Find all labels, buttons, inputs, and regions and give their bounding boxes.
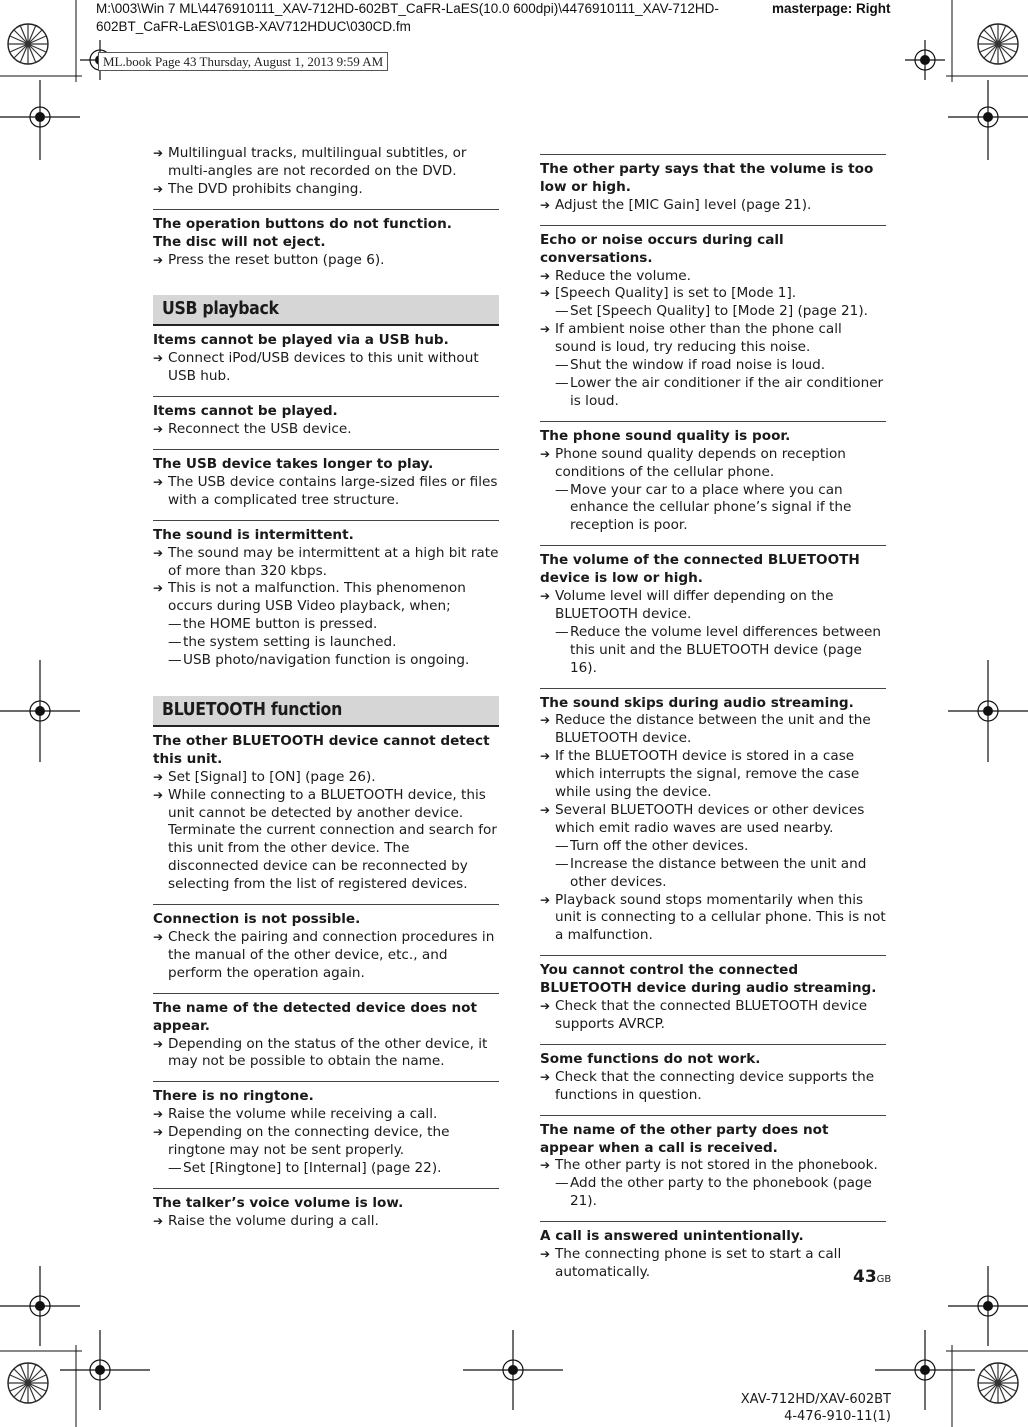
trouble-block bbox=[153, 396, 499, 449]
arrow-icon: ➔ bbox=[153, 1213, 164, 1228]
sub-item: — Shut the window if road noise is loud. bbox=[555, 357, 826, 374]
trouble-block bbox=[153, 449, 499, 520]
arrow-icon: ➔ bbox=[153, 769, 164, 784]
list-item: ➔ If ambient noise other than the phone call sound is loud, try reducing this noise. bbox=[540, 321, 842, 356]
list-item: ➔ The other party is not stored in the phonebook. bbox=[540, 1157, 878, 1174]
problem-heading: The disc will not eject. bbox=[153, 233, 326, 250]
dash-icon: — bbox=[555, 1175, 569, 1192]
dash-icon: — bbox=[555, 303, 569, 320]
arrow-icon: ➔ bbox=[153, 146, 164, 160]
trouble-block bbox=[540, 1044, 886, 1115]
section-title-bluetooth: BLUETOOTH function bbox=[153, 696, 499, 727]
sub-item: — Move your car to a place where you can enhance the cellular phone’s signal if the reception is poor. bbox=[555, 481, 852, 534]
trouble-block bbox=[153, 993, 499, 1082]
problem-heading: The USB device takes longer to play. bbox=[153, 455, 434, 472]
problem-heading: The name of the detected device does not appear. bbox=[153, 999, 477, 1034]
list-item: ➔ Raise the volume during a call. bbox=[153, 1212, 379, 1229]
book-info-line: ML.book Page 43 Thursday, August 1, 2013 9:59 AM bbox=[98, 52, 388, 71]
arrow-icon: ➔ bbox=[153, 351, 164, 366]
list-item: ➔ Check the pairing and connection procedures in the manual of the other device, etc., and perform the operation again. bbox=[153, 929, 495, 981]
dash-icon: — bbox=[168, 616, 182, 633]
list-item: ➔ Check that the connecting device supports the functions in question. bbox=[540, 1068, 875, 1103]
trouble-block bbox=[153, 1188, 499, 1241]
trouble-block bbox=[540, 1221, 886, 1292]
problem-heading: Connection is not possible. bbox=[153, 911, 361, 928]
file-path-header: M:\003\Win 7 ML\4476910111_XAV-712HD-602BT_CaFR-LaES(10.0 600dpi)\4476910111_XAV-712HD-602BT_CaFR-LaES\01GB-XAV712HDUC\030CD.fm bbox=[96, 1, 719, 34]
list-item: ➔ Several BLUETOOTH devices or other devices which emit radio waves are used nearby. bbox=[540, 802, 865, 836]
trouble-block bbox=[153, 520, 499, 680]
list-item: ➔ Phone sound quality depends on reception conditions of the cellular phone. bbox=[540, 445, 846, 480]
dash-icon: — bbox=[555, 855, 569, 872]
problem-heading: You cannot control the connected BLUETOOTH device during audio streaming. bbox=[540, 962, 877, 997]
arrow-icon: ➔ bbox=[153, 787, 164, 802]
dash-icon: — bbox=[555, 481, 569, 498]
arrow-icon: ➔ bbox=[153, 252, 164, 267]
problem-heading: The operation buttons do not function. bbox=[153, 215, 452, 232]
arrow-icon: ➔ bbox=[540, 197, 551, 212]
problem-heading: The name of the other party does not appear when a call is received. bbox=[540, 1121, 829, 1156]
arrow-icon: ➔ bbox=[540, 322, 551, 337]
model-number: XAV-712HD/XAV-602BT bbox=[740, 1392, 891, 1407]
sub-item: — the system setting is launched. bbox=[168, 634, 397, 651]
arrow-icon: ➔ bbox=[540, 1247, 551, 1262]
arrow-icon: ➔ bbox=[153, 181, 164, 196]
footer bbox=[741, 1391, 891, 1425]
list-item: ➔ [Speech Quality] is set to [Mode 1]. bbox=[540, 285, 797, 302]
list-item: ➔ While connecting to a BLUETOOTH device, this unit cannot be detected by another device. Terminate the current connection and search for this unit from the other device. The disconnected device can be reconnected by selecting from the list of registered devices. bbox=[153, 786, 497, 893]
list-item: ➔ Reduce the distance between the unit and the BLUETOOTH device. bbox=[540, 712, 871, 747]
left-column bbox=[153, 145, 499, 1241]
sub-item: — Reduce the volume level differences between this unit and the BLUETOOTH device (page 16). bbox=[555, 623, 881, 676]
masterpage-label: masterpage: Right bbox=[772, 1, 891, 16]
problem-heading: The sound skips during audio streaming. bbox=[540, 694, 854, 711]
arrow-icon: ➔ bbox=[153, 1036, 164, 1051]
problem-heading: The volume of the connected BLUETOOTH device is low or high. bbox=[540, 552, 860, 587]
trouble-block bbox=[540, 1115, 886, 1222]
trouble-block bbox=[153, 727, 499, 904]
problem-heading: There is no ringtone. bbox=[153, 1088, 314, 1105]
arrow-icon: ➔ bbox=[540, 749, 551, 764]
arrow-icon: ➔ bbox=[540, 268, 551, 283]
problem-heading: A call is answered unintentionally. bbox=[540, 1228, 804, 1245]
arrow-icon: ➔ bbox=[153, 1107, 164, 1122]
list-item: ➔ Check that the connected BLUETOOTH device supports AVRCP. bbox=[540, 998, 868, 1032]
arrow-icon: ➔ bbox=[153, 545, 164, 560]
arrow-icon: ➔ bbox=[540, 446, 551, 461]
trouble-block bbox=[540, 955, 886, 1044]
dash-icon: — bbox=[555, 374, 569, 391]
list-item: ➔ Raise the volume while receiving a call. bbox=[153, 1106, 438, 1123]
sub-item: — Lower the air conditioner if the air conditioner is loud. bbox=[555, 374, 884, 409]
trouble-block bbox=[153, 904, 499, 993]
sub-item: — Add the other party to the phonebook (page 21). bbox=[555, 1175, 872, 1210]
problem-heading: The phone sound quality is poor. bbox=[540, 427, 791, 444]
list-item: ➔ The connecting phone is set to start a call automatically. bbox=[540, 1246, 842, 1280]
list-item: ➔ Connect iPod/USB devices to this unit without USB hub. bbox=[153, 350, 479, 385]
sub-item: — Set [Speech Quality] to [Mode 2] (page 21). bbox=[555, 303, 868, 320]
trouble-block bbox=[540, 421, 886, 545]
arrow-icon: ➔ bbox=[540, 892, 551, 907]
sub-item: — Increase the distance between the unit and other devices. bbox=[555, 855, 867, 890]
arrow-icon: ➔ bbox=[540, 713, 551, 728]
trouble-block bbox=[540, 545, 886, 687]
list-item: ➔ Volume level will differ depending on the BLUETOOTH device. bbox=[540, 588, 834, 622]
arrow-icon: ➔ bbox=[540, 1069, 551, 1084]
list-item: ➔ Set [Signal] to [ON] (page 26). bbox=[153, 768, 376, 785]
list-item: ➔ Playback sound stops momentarily when this unit is connecting to a cellular phone. This is not a malfunction. bbox=[540, 891, 886, 944]
sub-item: — the HOME button is pressed. bbox=[168, 616, 378, 633]
dash-icon: — bbox=[555, 623, 569, 640]
list-item: ➔ The DVD prohibits changing. bbox=[153, 180, 363, 197]
list-item: ➔ Depending on the status of the other device, it may not be possible to obtain the name. bbox=[153, 1035, 488, 1070]
arrow-icon: ➔ bbox=[153, 581, 164, 596]
problem-heading: The other party says that the volume is too low or high. bbox=[540, 161, 874, 195]
dash-icon: — bbox=[555, 357, 569, 374]
arrow-icon: ➔ bbox=[153, 1125, 164, 1140]
problem-heading: Echo or noise occurs during call conversations. bbox=[540, 231, 784, 266]
trouble-block bbox=[540, 688, 886, 956]
dash-icon: — bbox=[168, 634, 182, 651]
problem-heading: Items cannot be played. bbox=[153, 403, 338, 420]
problem-heading: The talker’s voice volume is low. bbox=[153, 1194, 404, 1211]
arrow-icon: ➔ bbox=[540, 1158, 551, 1173]
page-suffix: GB bbox=[876, 1274, 892, 1285]
right-column bbox=[540, 154, 886, 1292]
list-item: ➔ This is not a malfunction. This phenomenon occurs during USB Video playback, when; bbox=[153, 580, 466, 615]
list-item: ➔ Reconnect the USB device. bbox=[153, 421, 352, 438]
arrow-icon: ➔ bbox=[540, 999, 551, 1014]
list-item: ➔ Press the reset button (page 6). bbox=[153, 251, 385, 268]
list-item: ➔ Reduce the volume. bbox=[540, 267, 691, 284]
dash-icon: — bbox=[168, 652, 182, 669]
arrow-icon: ➔ bbox=[153, 422, 164, 437]
list-item: ➔ Depending on the connecting device, the ringtone may not be sent properly. bbox=[153, 1124, 450, 1159]
sub-item: — Turn off the other devices. bbox=[555, 837, 749, 854]
section-title-usb: USB playback bbox=[153, 295, 499, 326]
arrow-icon: ➔ bbox=[153, 930, 164, 944]
list-item: ➔ The sound may be intermittent at a high bit rate of more than 320 kbps. bbox=[153, 544, 499, 579]
dash-icon: — bbox=[555, 837, 569, 854]
arrow-icon: ➔ bbox=[540, 286, 551, 301]
arrow-icon: ➔ bbox=[540, 803, 551, 817]
sub-item: — Set [Ringtone] to [Internal] (page 22). bbox=[168, 1159, 442, 1176]
arrow-icon: ➔ bbox=[540, 589, 551, 604]
problem-heading: The sound is intermittent. bbox=[153, 526, 354, 543]
list-item: ➔ The USB device contains large-sized files or files with a complicated tree structure. bbox=[153, 473, 498, 508]
dvd-intro-block bbox=[153, 145, 499, 209]
trouble-block bbox=[153, 209, 499, 280]
problem-heading: The other BLUETOOTH device cannot detect this unit. bbox=[153, 732, 490, 767]
problem-heading: Items cannot be played via a USB hub. bbox=[153, 332, 449, 349]
arrow-icon: ➔ bbox=[153, 474, 164, 489]
problem-heading: Some functions do not work. bbox=[540, 1050, 761, 1067]
trouble-block bbox=[540, 225, 886, 421]
page-number: 43GB bbox=[853, 1267, 892, 1287]
list-item: ➔ Multilingual tracks, multilingual subtitles, or multi-angles are not recorded on the DVD. bbox=[153, 145, 467, 179]
trouble-block bbox=[540, 154, 886, 225]
document-code: 4-476-910-11(1) bbox=[784, 1409, 891, 1424]
trouble-block bbox=[153, 1081, 499, 1188]
trouble-block bbox=[153, 326, 499, 396]
sub-item: — USB photo/navigation function is ongoing. bbox=[168, 652, 470, 669]
dash-icon: — bbox=[168, 1159, 182, 1176]
list-item: ➔ If the BLUETOOTH device is stored in a case which interrupts the signal, remove the case while using the device. bbox=[540, 748, 860, 801]
list-item: ➔ Adjust the [MIC Gain] level (page 21). bbox=[540, 196, 812, 213]
